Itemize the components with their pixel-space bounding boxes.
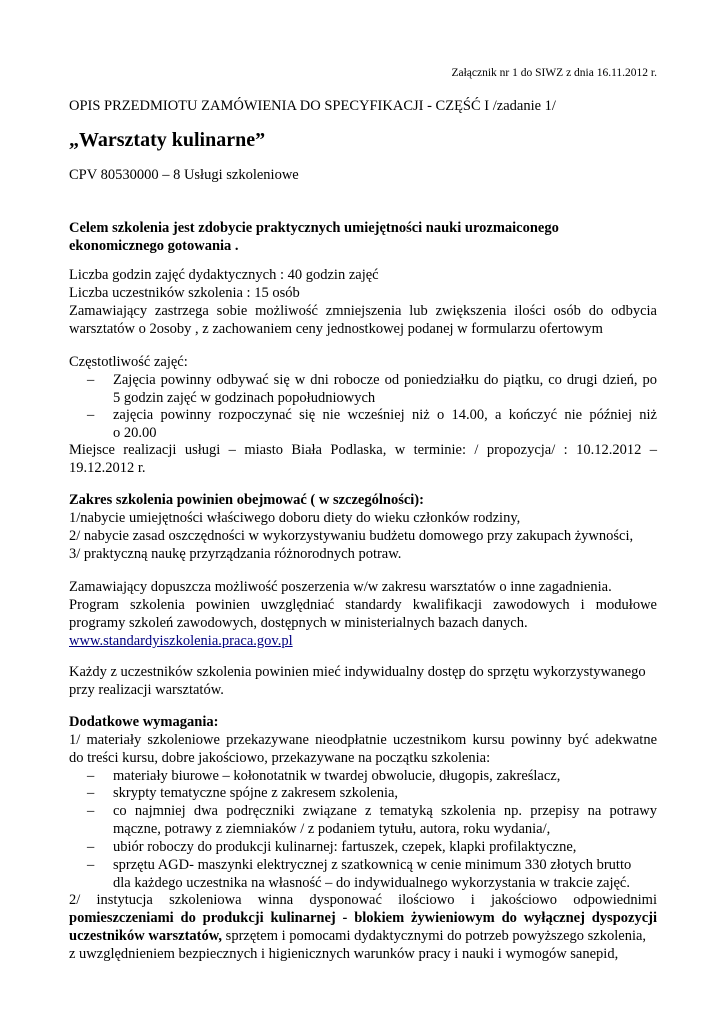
institution-line-4: z uwzględnieniem bezpiecznych i higienicznych warunków pracy i nauki i wymogów sanepid, [69, 946, 619, 962]
access-text-line-2: przy realizacji warsztatów. [69, 682, 224, 698]
scope-item-1: 1/nabycie umiejętności właściwego doboru diety do wieku członków rodziny, [69, 510, 521, 526]
dash-bullet-icon: – [87, 785, 95, 801]
place-text-line-1: Miejsce realizacji usługi – miasto Biała Podlaska, w terminie: / propozycja/ : 10.12.2012 – [69, 442, 657, 458]
extra-1-line-2: do treści kursu, dobre jakościowo, przekazywane na początku szkolenia: [69, 750, 491, 766]
frequency-item-2-line-1: zajęcia powinny rozpoczynać się nie wcześniej niż o 14.00, a kończyć nie później niż [113, 407, 657, 423]
material-item-5-line-1: sprzętu AGD- maszynki elektrycznej z szatkownicą w cenie minimum 330 złotych brutto [113, 857, 632, 873]
frequency-item-1-line-1: Zajęcia powinny odbywać się w dni robocze od poniedziałku do piątku, co drugi dzień, po [113, 372, 657, 388]
document-heading: OPIS PRZEDMIOTU ZAMÓWIENIA DO SPECYFIKACJI - CZĘŚĆ I /zadanie 1/ [69, 98, 556, 114]
frequency-item-1-line-2: 5 godzin zajęć w godzinach popołudniowych [113, 390, 376, 406]
access-text-line-1: Każdy z uczestników szkolenia powinien mieć indywidualny dostęp do sprzętu wykorzystywanego [69, 664, 646, 680]
dash-bullet-icon: – [87, 768, 95, 784]
material-item-2: skrypty tematyczne spójne z zakresem szkolenia, [113, 785, 399, 801]
dash-bullet-icon: – [87, 803, 95, 819]
scope-heading: Zakres szkolenia powinien obejmować ( w szczególności): [69, 492, 424, 508]
document-title: „Warsztaty kulinarne” [69, 129, 266, 151]
program-text-line-1: Program szkolenia powinien uwzględniać standardy kwalifikacji zawodowych i modułowe [69, 597, 657, 613]
extra-heading: Dodatkowe wymagania: [69, 714, 219, 730]
goal-text-line-1: Celem szkolenia jest zdobycie praktycznych umiejętności nauki urozmaiconego [69, 220, 559, 236]
extra-1-line-1: 1/ materiały szkoleniowe przekazywane nieodpłatnie uczestnikom kursu powinny być adekwatne [69, 732, 657, 748]
material-item-3-line-1: co najmniej dwa podręczniki związane z tematyką szkolenia np. przepisy na potrawy [113, 803, 657, 819]
scope-item-2: 2/ nabycie zasad oszczędności w wykorzystywaniu budżetu domowego przy zakupach żywności, [69, 528, 634, 544]
attachment-note: Załącznik nr 1 do SIWZ z dnia 16.11.2012 r. [451, 67, 657, 79]
cpv-code: CPV 80530000 – 8 Usługi szkoleniowe [69, 167, 299, 183]
institution-line-1: 2/ instytucja szkoleniowa winna dysponować ilościowo i jakościowo odpowiednimi [69, 892, 657, 908]
frequency-label: Częstotliwość zajęć: [69, 354, 188, 370]
material-item-4: ubiór roboczy do produkcji kulinarnej: fartuszek, czepek, klapki profilaktyczne, [113, 839, 577, 855]
material-item-5-line-2: dla każdego uczestnika na własność – do indywidualnego wykorzystania w trakcie zajęć. [113, 875, 630, 891]
dash-bullet-icon: – [87, 372, 95, 388]
reserve-text-line-2: warsztatów o 2osoby , z zachowaniem ceny jednostkowej podanej w formularzu ofertowym [69, 321, 603, 337]
place-text-line-2: 19.12.2012 r. [69, 460, 146, 476]
institution-line-3-bold: uczestników warsztatów, [69, 928, 223, 944]
institution-line-3-rest: sprzętem i pomocami dydaktycznymi do potrzeb powyższego szkolenia, [222, 928, 647, 944]
hours-text: Liczba godzin zajęć dydaktycznych : 40 godzin zajęć [69, 267, 379, 283]
dash-bullet-icon: – [87, 839, 95, 855]
scope-item-3: 3/ praktyczną naukę przyrządzania różnorodnych potraw. [69, 546, 402, 562]
frequency-item-2-line-2: o 20.00 [113, 425, 157, 441]
extend-text: Zamawiający dopuszcza możliwość poszerzenia w/w zakresu warsztatów o inne zagadnienia. [69, 579, 612, 595]
participants-text: Liczba uczestników szkolenia : 15 osób [69, 285, 300, 301]
reserve-text-line-1: Zamawiający zastrzega sobie możliwość zmniejszenia lub zwiększenia ilości osób do odbycia [69, 303, 657, 319]
standards-link[interactable]: www.standardyiszkolenia.praca.gov.pl [69, 633, 293, 649]
program-text-line-2: programy szkoleń zawodowych, dostępnych w ministerialnych bazach danych. [69, 615, 528, 631]
dash-bullet-icon: – [87, 407, 95, 423]
dash-bullet-icon: – [87, 857, 95, 873]
institution-line-3 [69, 927, 646, 945]
material-item-1: materiały biurowe – kołonotatnik w twardej obwolucie, długopis, zakreślacz, [113, 768, 561, 784]
institution-line-2: pomieszczeniami do produkcji kulinarnej - blokiem żywieniowym do wyłącznej dyspozycji [69, 910, 657, 926]
goal-text-line-2: ekonomicznego gotowania . [69, 238, 239, 254]
material-item-3-line-2: mączne, potrawy z ziemniaków / z podaniem tytułu, autora, roku wydania/, [113, 821, 551, 837]
